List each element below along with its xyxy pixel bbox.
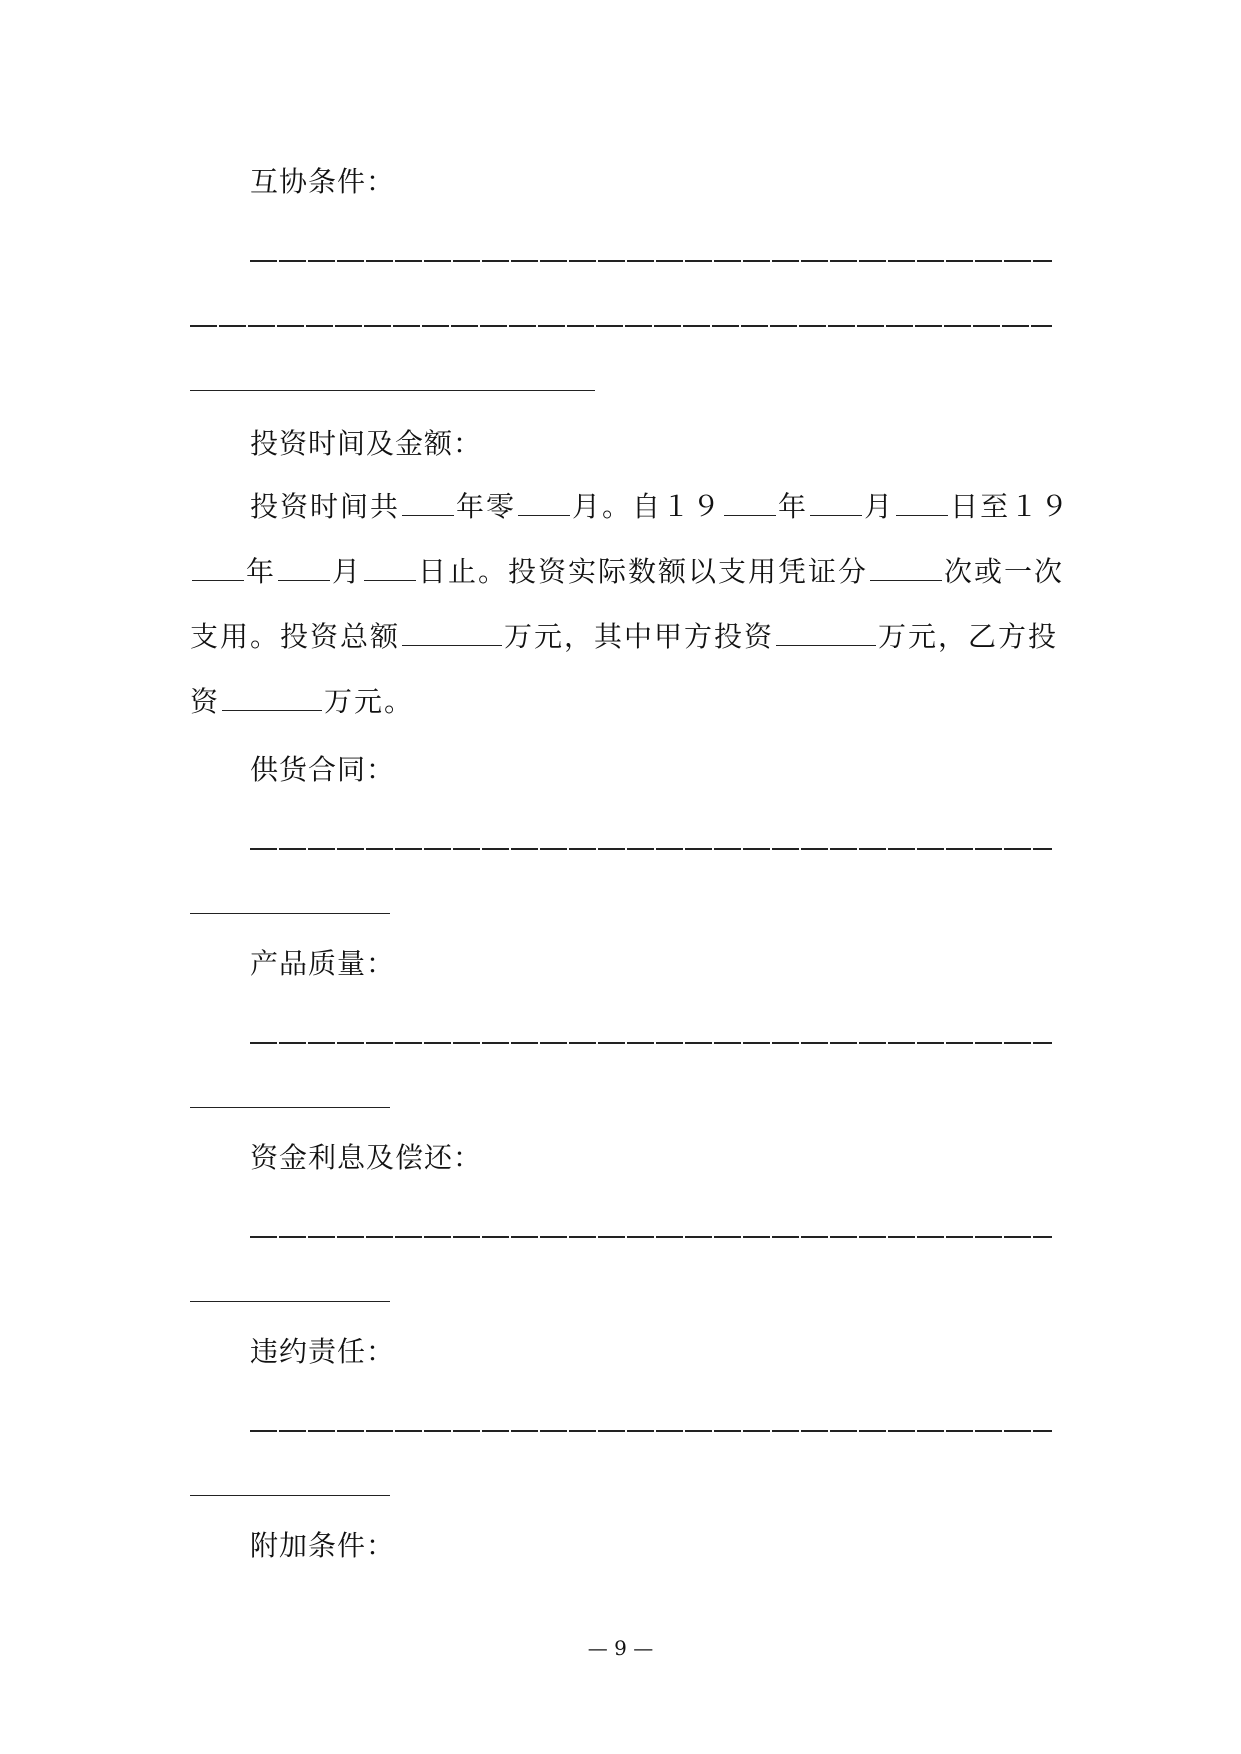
section-heading-mutual-conditions: 互协条件： — [250, 165, 396, 198]
fill-blank-start-month — [810, 489, 862, 516]
fill-blank-years — [402, 489, 454, 516]
investment-paragraph-line-4 — [190, 684, 414, 720]
section-heading-additional-conditions: 附加条件： — [250, 1529, 396, 1562]
text-segment: 万元，其中甲方投资 — [504, 620, 775, 653]
blank-line — [190, 390, 595, 391]
text-segment: 年零 — [456, 490, 517, 523]
blank-line — [250, 848, 1052, 850]
fill-blank-start-year — [724, 489, 776, 516]
section-heading-investment-time-amount: 投资时间及金额： — [250, 427, 483, 460]
section-heading-product-quality: 产品质量： — [250, 947, 396, 980]
text-segment: 月 — [332, 555, 363, 588]
investment-paragraph-line-1 — [250, 489, 1070, 525]
text-segment: 万元，乙方投 — [878, 620, 1059, 653]
text-segment: 资 — [190, 685, 221, 718]
section-heading-breach-liability: 违约责任： — [250, 1335, 396, 1368]
section-heading-interest-repayment: 资金利息及偿还： — [250, 1141, 483, 1174]
blank-line — [250, 260, 1052, 262]
fill-blank-party-b-amount — [222, 684, 322, 711]
blank-line — [250, 1430, 1052, 1432]
blank-line — [190, 913, 390, 914]
blank-line — [190, 1301, 390, 1302]
text-segment: 年 — [246, 555, 277, 588]
page-number: — 9 — — [587, 1636, 654, 1660]
section-heading-supply-contract: 供货合同： — [250, 753, 396, 786]
fill-blank-start-day — [896, 489, 948, 516]
text-segment: 次或一次 — [944, 555, 1065, 588]
text-segment: 投资时间共 — [250, 490, 401, 523]
text-segment: 支用。投资总额 — [190, 620, 401, 653]
blank-line — [190, 325, 1052, 327]
blank-line — [190, 1107, 390, 1108]
text-segment: 万元。 — [324, 685, 415, 718]
fill-blank-months — [518, 489, 570, 516]
text-segment: 年 — [778, 490, 809, 523]
investment-paragraph-line-3 — [190, 619, 1058, 655]
text-segment: 月。自１９ — [572, 490, 723, 523]
text-segment: 月 — [864, 490, 895, 523]
fill-blank-times — [870, 554, 942, 581]
fill-blank-end-year — [192, 554, 244, 581]
fill-blank-end-month — [278, 554, 330, 581]
text-segment: 日止。投资实际数额以支用凭证分 — [418, 555, 869, 588]
investment-paragraph-line-2 — [190, 554, 1064, 590]
text-segment: 日至１９ — [950, 490, 1071, 523]
fill-blank-total-amount — [402, 619, 502, 646]
fill-blank-end-day — [364, 554, 416, 581]
blank-line — [250, 1236, 1052, 1238]
blank-line — [190, 1495, 390, 1496]
blank-line — [250, 1042, 1052, 1044]
fill-blank-party-a-amount — [776, 619, 876, 646]
